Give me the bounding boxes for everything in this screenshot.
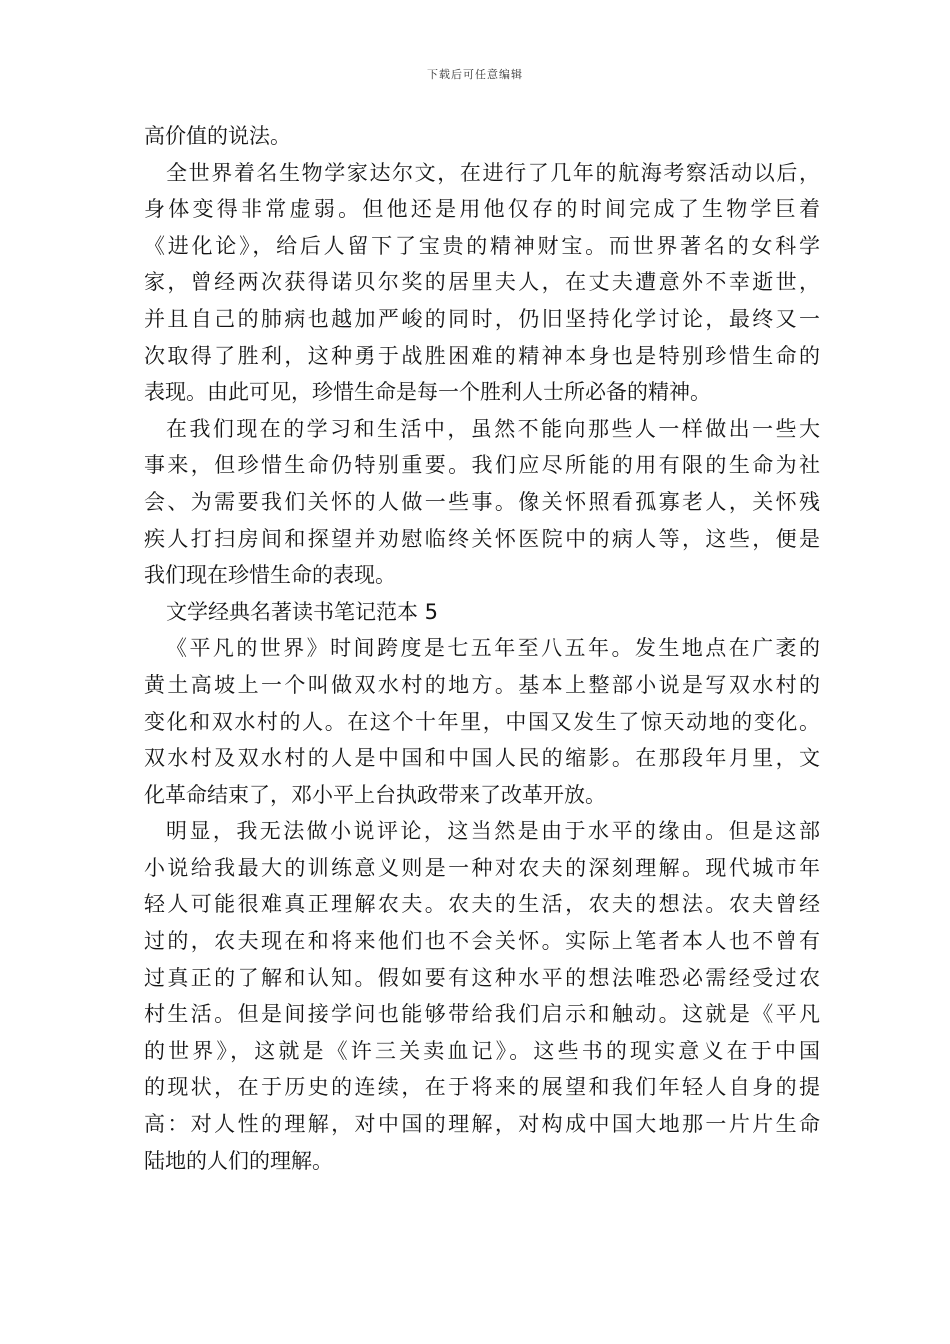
text-line: 会、为需要我们关怀的人做一些事。像关怀照看孤寡老人，关怀残 xyxy=(144,489,820,514)
text-line: 在我们现在的学习和生活中，虽然不能向那些人一样做出一些大 xyxy=(166,416,820,441)
text-line: 高：对人性的理解，对中国的理解，对构成中国大地那一片片生命 xyxy=(144,1112,820,1137)
text-line: 黄土高坡上一个叫做双水村的地方。基本上整部小说是写双水村的 xyxy=(144,672,820,697)
text-line: 明显，我无法做小说评论，这当然是由于水平的缘由。但是这部 xyxy=(166,819,820,844)
page-header: 下载后可任意编辑 xyxy=(427,68,523,81)
text-line: 《进化论》，给后人留下了宝贵的精神财宝。而世界著名的女科学 xyxy=(144,233,820,258)
text-line: 变化和双水村的人。在这个十年里，中国又发生了惊天动地的变化。 xyxy=(144,709,820,734)
text-line: 高价值的说法。 xyxy=(144,124,291,148)
text-line: 《平凡的世界》时间跨度是七五年至八五年。发生地点在广袤的 xyxy=(166,636,820,661)
text-line: 双水村及双水村的人是中国和中国人民的缩影。在那段年月里，文 xyxy=(144,746,820,771)
text-line: 我们现在珍惜生命的表现。 xyxy=(144,563,396,588)
text-line: 的世界》，这就是《许三关卖血记》。这些书的现实意义在于中国 xyxy=(144,1038,820,1063)
text-line: 家，曾经两次获得诺贝尔奖的居里夫人，在丈夫遭意外不幸逝世， xyxy=(144,270,820,295)
text-line: 疾人打扫房间和探望并劝慰临终关怀医院中的病人等，这些，便是 xyxy=(144,526,820,551)
text-line: 表现。由此可见，珍惜生命是每一个胜利人士所必备的精神。 xyxy=(144,380,711,405)
text-line: 文学经典名著读书笔记范本 5 xyxy=(166,599,439,624)
text-line: 的现状，在于历史的连续，在于将来的展望和我们年轻人自身的提 xyxy=(144,1075,820,1100)
text-line: 小说给我最大的训练意义则是一种对农夫的深刻理解。现代城市年 xyxy=(144,855,820,880)
text-line: 轻人可能很难真正理解农夫。农夫的生活，农夫的想法。农夫曾经 xyxy=(144,892,820,917)
text-line: 并且自己的肺病也越加严峻的同时，仍旧坚持化学讨论，最终又一 xyxy=(144,306,820,331)
text-line: 过真正的了解和认知。假如要有这种水平的想法唯恐必需经受过农 xyxy=(144,965,820,990)
text-line: 次取得了胜利，这种勇于战胜困难的精神本身也是特别珍惜生命的 xyxy=(144,343,820,368)
text-line: 化革命结束了，邓小平上台执政带来了改革开放。 xyxy=(144,782,606,807)
text-line: 陆地的人们的理解。 xyxy=(144,1148,333,1173)
text-line: 事来，但珍惜生命仍特别重要。我们应尽所能的用有限的生命为社 xyxy=(144,453,820,478)
text-line: 村生活。但是间接学问也能够带给我们启示和触动。这就是《平凡 xyxy=(144,1002,820,1027)
text-line: 过的，农夫现在和将来他们也不会关怀。实际上笔者本人也不曾有 xyxy=(144,929,820,954)
text-line: 全世界着名生物学家达尔文，在进行了几年的航海考察活动以后， xyxy=(166,160,820,185)
document-body xyxy=(144,118,820,1179)
text-line: 身体变得非常虚弱。但他还是用他仅存的时间完成了生物学巨着 xyxy=(144,197,820,222)
